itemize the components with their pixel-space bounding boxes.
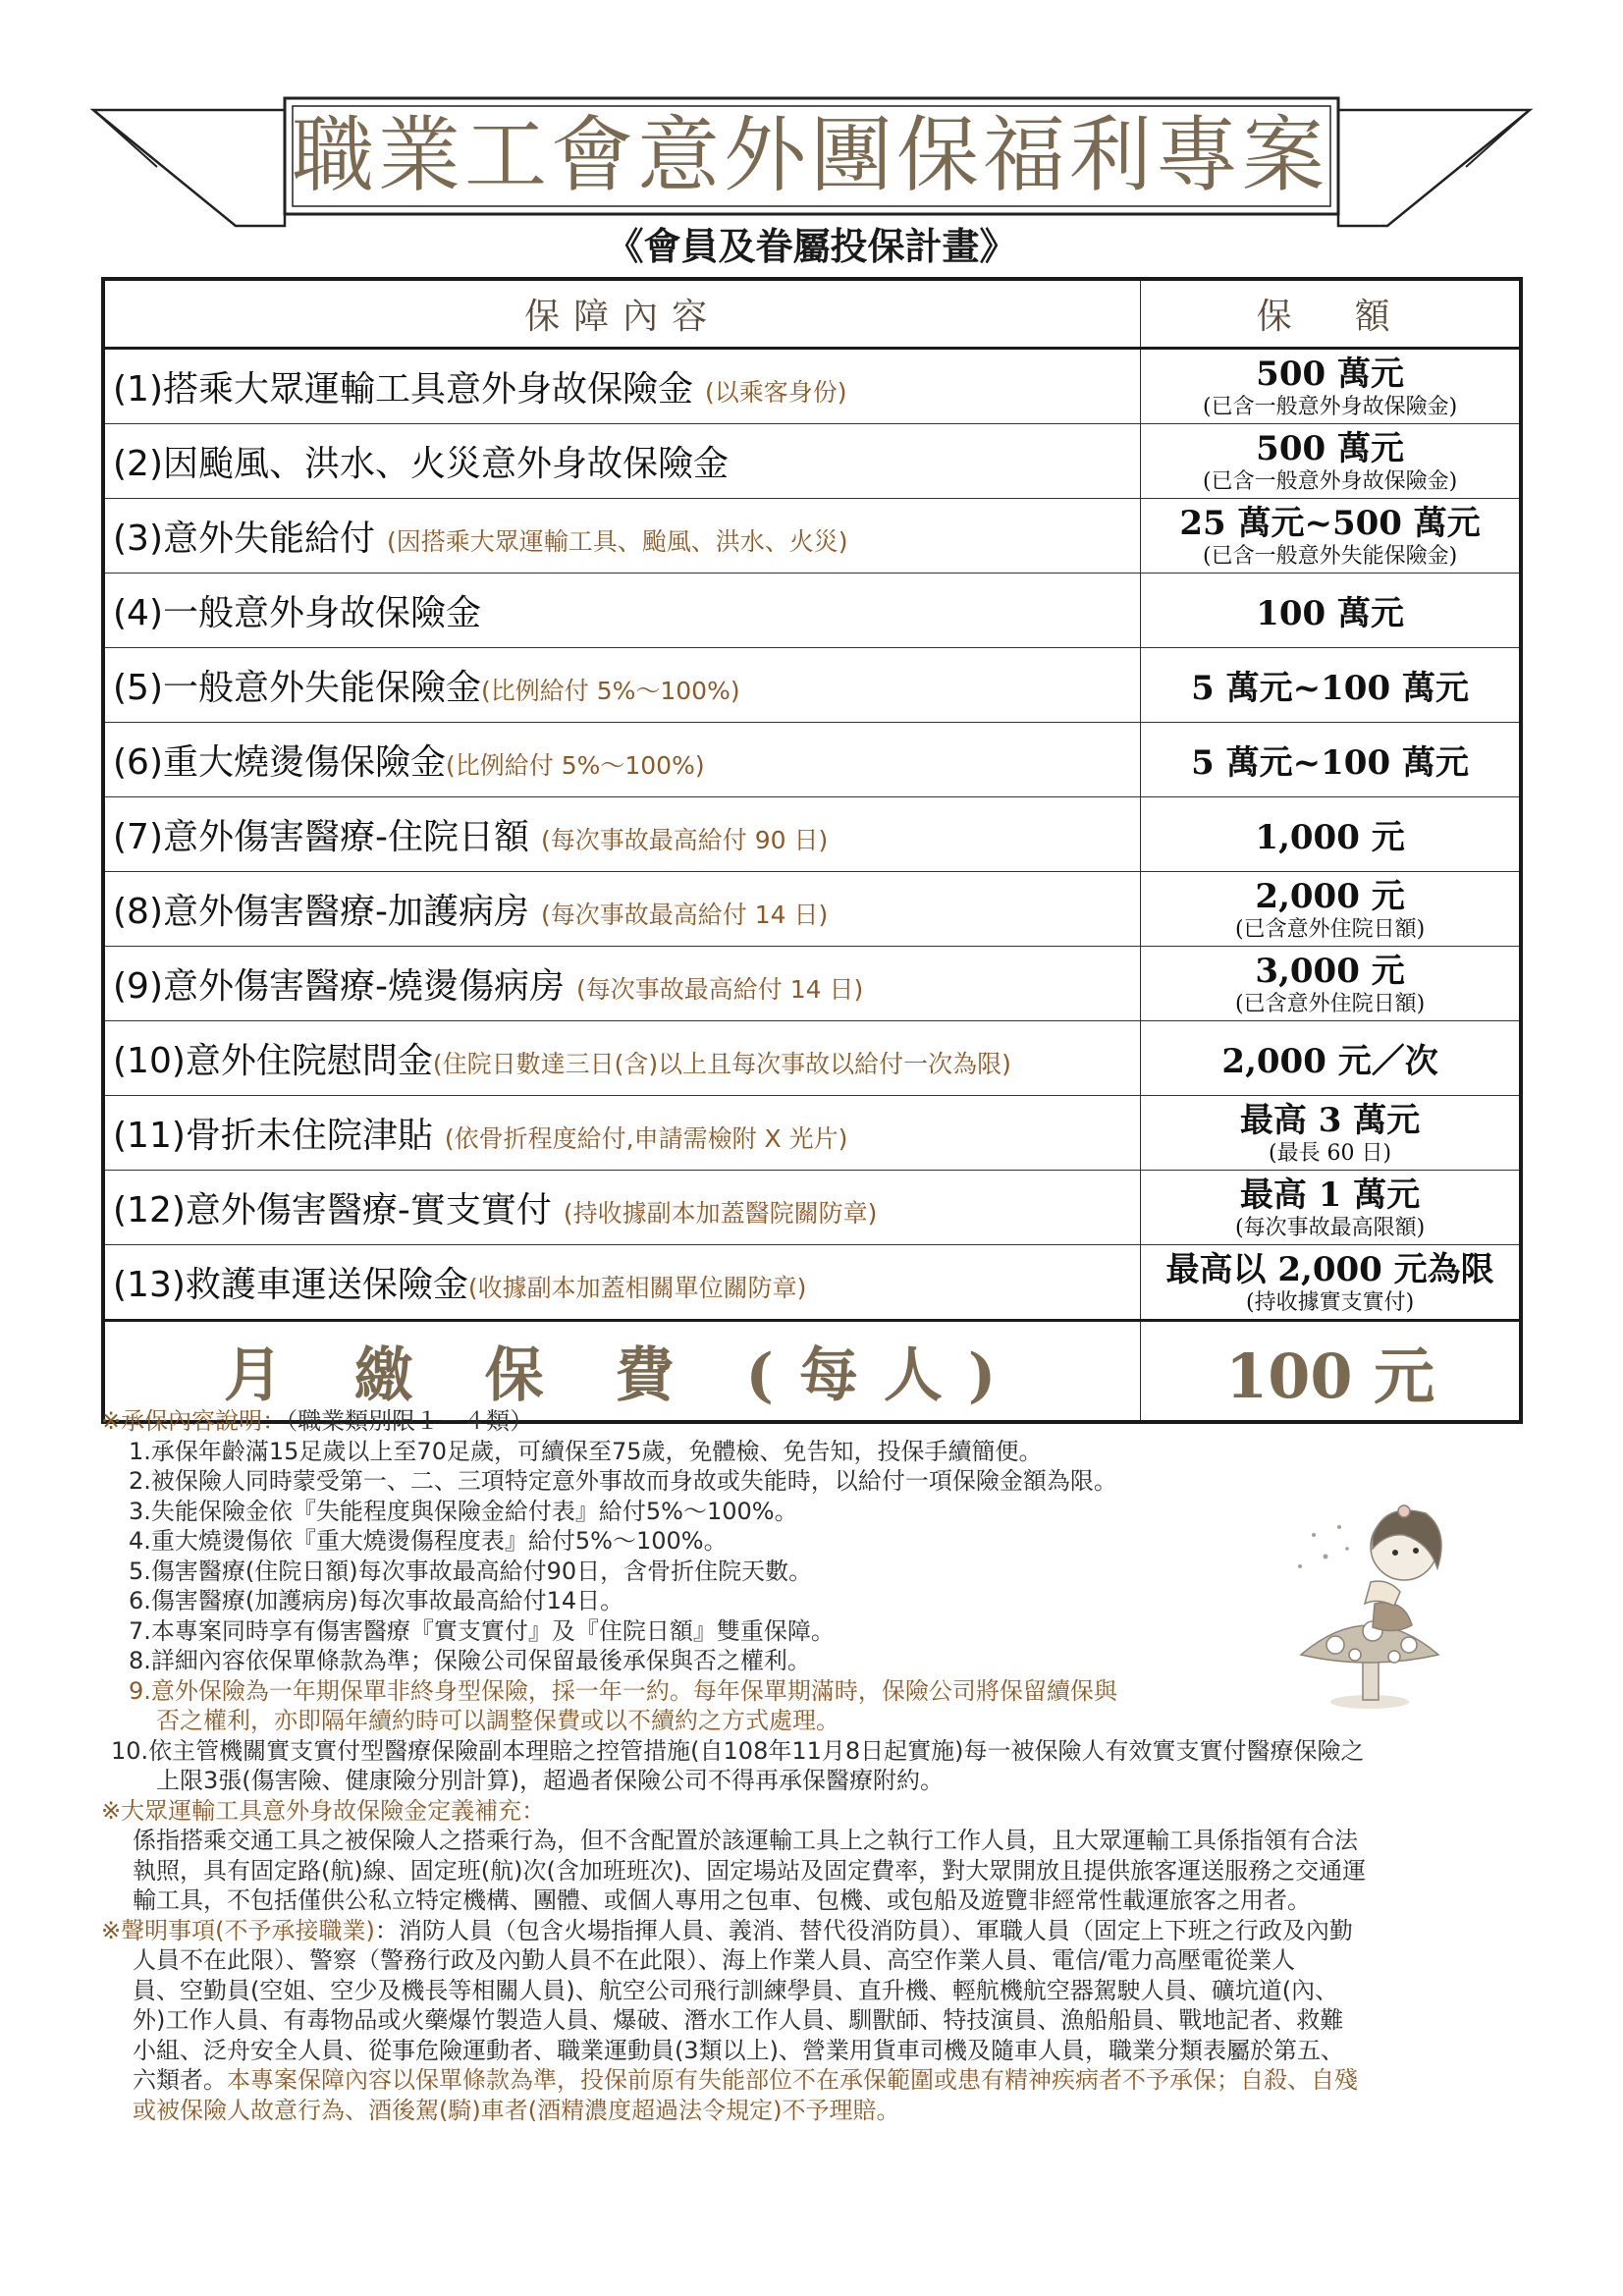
amount-cell <box>1141 349 1521 424</box>
amount-cell <box>1141 1021 1521 1096</box>
amount-note: (已含一般意外身故保險金) <box>1202 394 1458 419</box>
coverage-notes-heading-text: ※承保內容說明： <box>101 1407 287 1435</box>
coverage-item: (5)一般意外失能保險金 <box>113 668 481 708</box>
amount-value: 25 萬元~500 萬元 <box>1179 503 1481 543</box>
coverage-cell <box>103 1171 1141 1245</box>
coverage-cell <box>103 872 1141 947</box>
coverage-item: (13)救護車運送保險金 <box>113 1265 468 1305</box>
amount-value: 2,000 元／次 <box>1221 1042 1438 1081</box>
amount-note: (最長 60 日) <box>1268 1140 1392 1166</box>
header-amount: 保 額 <box>1141 279 1521 349</box>
coverage-note: (因搭乘大眾運輸工具、颱風、洪水、火災) <box>387 527 848 556</box>
coverage-cell <box>103 723 1141 797</box>
coverage-item: (3)意外失能給付 <box>113 519 375 559</box>
amount-note: (已含一般意外失能保險金) <box>1202 543 1458 569</box>
amount-value: 最高以 2,000 元為限 <box>1165 1249 1494 1289</box>
coverage-cell <box>103 1245 1141 1321</box>
amount-cell <box>1141 1171 1521 1245</box>
table-row <box>103 872 1521 947</box>
coverage-item: (10)意外住院慰問金 <box>113 1041 433 1081</box>
coverage-cell <box>103 947 1141 1021</box>
coverage-item: (6)重大燒燙傷保險金 <box>113 742 446 783</box>
table-row <box>103 797 1521 872</box>
coverage-item: (8)意外傷害醫療-加護病房 <box>113 892 529 932</box>
amount-cell <box>1141 797 1521 872</box>
coverage-item: (9)意外傷害醫療-燒燙傷病房 <box>113 966 565 1007</box>
coverage-note: (每次事故最高給付 14 日) <box>541 901 829 929</box>
coverage-note: (收據副本加蓋相關單位關防章) <box>467 1274 807 1302</box>
transport-definition-line: 輸工具，不包括僅供公私立特定機構、團體、或個人專用之包車、包機、或包船及遊覽非經常性載運旅客之用者。 <box>133 1886 1311 1914</box>
amount-value: 500 萬元 <box>1256 354 1404 394</box>
coverage-cell <box>103 349 1141 424</box>
title-banner <box>0 0 1623 268</box>
declaration-line: 員、空勤員(空姐、空少及機長等相關人員)、航空公司飛行訓練學員、直升機、輕航機航空器駕駛人員、礦坑道(內、 <box>133 1976 1339 2004</box>
declaration-first-line <box>101 1916 1515 1946</box>
note-item: 9.意外保險為一年期保單非終身型保險，採一年一約。每年保單期滿時，保險公司將保留續保與 <box>129 1676 1117 1705</box>
table-row <box>103 723 1521 797</box>
coverage-cell <box>103 574 1141 648</box>
page-title: 職業工會意外團保福利專案 <box>291 107 1328 203</box>
amount-cell <box>1141 1245 1521 1321</box>
girl-illustration <box>1257 1488 1483 1719</box>
amount-note: (持收據實支實付) <box>1245 1289 1415 1315</box>
monthly-fee-label: 月 繳 保 費 (每人) <box>103 1321 1141 1423</box>
amount-value: 5 萬元~100 萬元 <box>1191 743 1469 783</box>
note-item: 7.本專案同時享有傷害醫療『實支實付』及『住院日額』雙重保障。 <box>129 1616 835 1645</box>
table-row <box>103 947 1521 1021</box>
table-row <box>103 1096 1521 1171</box>
table-row <box>103 1245 1521 1321</box>
note-item: 3.失能保險金依『失能程度與保險金給付表』給付5%～100%。 <box>129 1497 798 1525</box>
amount-value: 最高 3 萬元 <box>1239 1100 1421 1140</box>
amount-cell <box>1141 723 1521 797</box>
coverage-notes-heading <box>101 1406 1515 1437</box>
amount-value: 2,000 元 <box>1255 876 1405 916</box>
coverage-item: (12)意外傷害醫療-實支實付 <box>113 1190 552 1230</box>
amount-value: 3,000 元 <box>1255 951 1405 991</box>
coverage-note: (依骨折程度給付,申請需檢附 X 光片) <box>444 1124 848 1153</box>
coverage-note: (每次事故最高給付 90 日) <box>541 826 829 854</box>
table-row <box>103 424 1521 499</box>
amount-note: (已含一般意外身故保險金) <box>1202 468 1458 494</box>
amount-cell <box>1141 424 1521 499</box>
amount-cell <box>1141 648 1521 723</box>
page-subtitle: 《會員及眷屬投保計畫》 <box>606 225 1017 268</box>
amount-cell <box>1141 1096 1521 1171</box>
exclusion-text: 本專案保障內容以保單條款為準，投保前原有失能部位不在承保範圍或患有精神疾病者不予承保；自殺、自殘 <box>227 2066 1358 2094</box>
amount-cell <box>1141 574 1521 648</box>
coverage-cell <box>103 797 1141 872</box>
exclusion-text-final: 或被保險人故意行為、酒後駕(騎)車者(酒精濃度超過法令規定)不予理賠。 <box>133 2096 900 2124</box>
amount-value: 5 萬元~100 萬元 <box>1191 669 1469 708</box>
coverage-note: (比例給付 5%～100%) <box>481 677 740 705</box>
amount-value: 最高 1 萬元 <box>1239 1175 1421 1215</box>
note-item-continued: 否之權利，亦即隔年續約時可以調整保費或以不續約之方式處理。 <box>156 1707 839 1734</box>
coverage-note: (以乘客身份) <box>705 378 847 407</box>
coverage-cell <box>103 1021 1141 1096</box>
table-row <box>103 1021 1521 1096</box>
coverage-cell <box>103 499 1141 574</box>
coverage-item: (11)骨折未住院津貼 <box>113 1116 433 1156</box>
transport-definition-heading: ※大眾運輸工具意外身故保險金定義補充： <box>101 1796 546 1825</box>
coverage-item: (1)搭乘大眾運輸工具意外身故保險金 <box>113 369 693 410</box>
coverage-note: (住院日數達三日(含)以上且每次事故以給付一次為限) <box>432 1050 1011 1078</box>
table-row <box>103 574 1521 648</box>
amount-note: (已含意外住院日額) <box>1234 916 1426 942</box>
amount-cell <box>1141 872 1521 947</box>
note-item: 1.承保年齡滿15足歲以上至70足歲，可續保至75歲，免體檢、免告知，投保手續簡便。 <box>129 1437 1043 1465</box>
table-header-row <box>103 279 1521 349</box>
note-item: 4.重大燒燙傷依『重大燒燙傷程度表』給付5%～100%。 <box>129 1527 728 1555</box>
header-coverage: 保障內容 <box>103 279 1141 349</box>
declaration-heading: ※聲明事項(不予承接職業) <box>101 1916 375 1944</box>
coverage-item: (4)一般意外身故保險金 <box>113 593 481 633</box>
declaration-mixed-line <box>101 2065 1515 2096</box>
table-row <box>103 1171 1521 1245</box>
amount-cell <box>1141 499 1521 574</box>
benefits-table <box>101 277 1523 1424</box>
coverage-item: (2)因颱風、洪水、火災意外身故保險金 <box>113 444 729 484</box>
amount-note: (每次事故最高限額) <box>1234 1215 1426 1240</box>
note-item: 10.依主管機關實支實付型醫療保險副本理賠之控管措施(自108年11月8日起實施)每一被保險人有效實支實付醫療保險之 <box>111 1736 1365 1765</box>
table-row <box>103 499 1521 574</box>
amount-value: 1,000 元 <box>1255 818 1405 857</box>
note-item: 8.詳細內容依保單條款為準；保險公司保留最後承保與否之權利。 <box>129 1647 811 1674</box>
coverage-note: (持收據副本加蓋醫院關防章) <box>563 1199 878 1228</box>
note-item-continued: 上限3張(傷害險、健康險分別計算)，超過者保險公司不得再承保醫療附約。 <box>156 1767 944 1794</box>
note-item: 2.被保險人同時蒙受第一、二、三項特定意外事故而身故或失能時，以給付一項保險金額為限。 <box>129 1467 1117 1495</box>
coverage-note: (比例給付 5%～100%) <box>446 751 705 780</box>
note-item: 5.傷害醫療(住院日額)每次事故最高給付90日，含骨折住院天數。 <box>129 1557 813 1585</box>
monthly-fee-amount: 100 元 <box>1141 1321 1521 1423</box>
declaration-text: ：消防人員（包含火場指揮人員、義消、替代役消防員）、軍職人員（固定上下班之行政及內勤 <box>374 1916 1353 1944</box>
declaration-line: 外)工作人員、有毒物品或火藥爆竹製造人員、爆破、潛水工作人員、馴獸師、特技演員、漁船船員、戰地記者、救難 <box>133 2006 1344 2034</box>
amount-value: 500 萬元 <box>1256 428 1404 468</box>
transport-definition-line: 執照，具有固定路(航)線、固定班(航)次(含加班班次)、固定場站及固定費率，對大眾開放且提供旅客運送服務之交通運 <box>133 1856 1367 1885</box>
coverage-cell <box>103 648 1141 723</box>
transport-definition-line: 係指搭乘交通工具之被保險人之搭乘行為，但不含配置於該運輸工具上之執行工作人員，且大眾運輸工具係指領有合法 <box>133 1827 1358 1854</box>
declaration-line: 人員不在此限）、警察（警務行政及內勤人員不在此限）、海上作業人員、高空作業人員、電信/電力高壓電從業人 <box>133 1946 1296 1974</box>
amount-cell <box>1141 947 1521 1021</box>
table-row <box>103 349 1521 424</box>
table-row <box>103 648 1521 723</box>
amount-value: 100 萬元 <box>1256 594 1404 633</box>
declaration-line: 小組、泛舟安全人員、從事危險運動者、職業運動員(3類以上)、營業用貨車司機及隨車人員，職業分類表屬於第五、 <box>133 2036 1344 2064</box>
declaration-text: 六類者。 <box>133 2066 227 2094</box>
coverage-cell <box>103 424 1141 499</box>
coverage-note: (每次事故最高給付 14 日) <box>576 975 864 1004</box>
occupation-class-note: （職業類別限１－４類） <box>286 1407 534 1435</box>
note-item: 6.傷害醫療(加護病房)每次事故最高給付14日。 <box>129 1587 624 1614</box>
coverage-cell <box>103 1096 1141 1171</box>
amount-note: (已含意外住院日額) <box>1234 991 1426 1016</box>
coverage-item: (7)意外傷害醫療-住院日額 <box>113 817 529 857</box>
